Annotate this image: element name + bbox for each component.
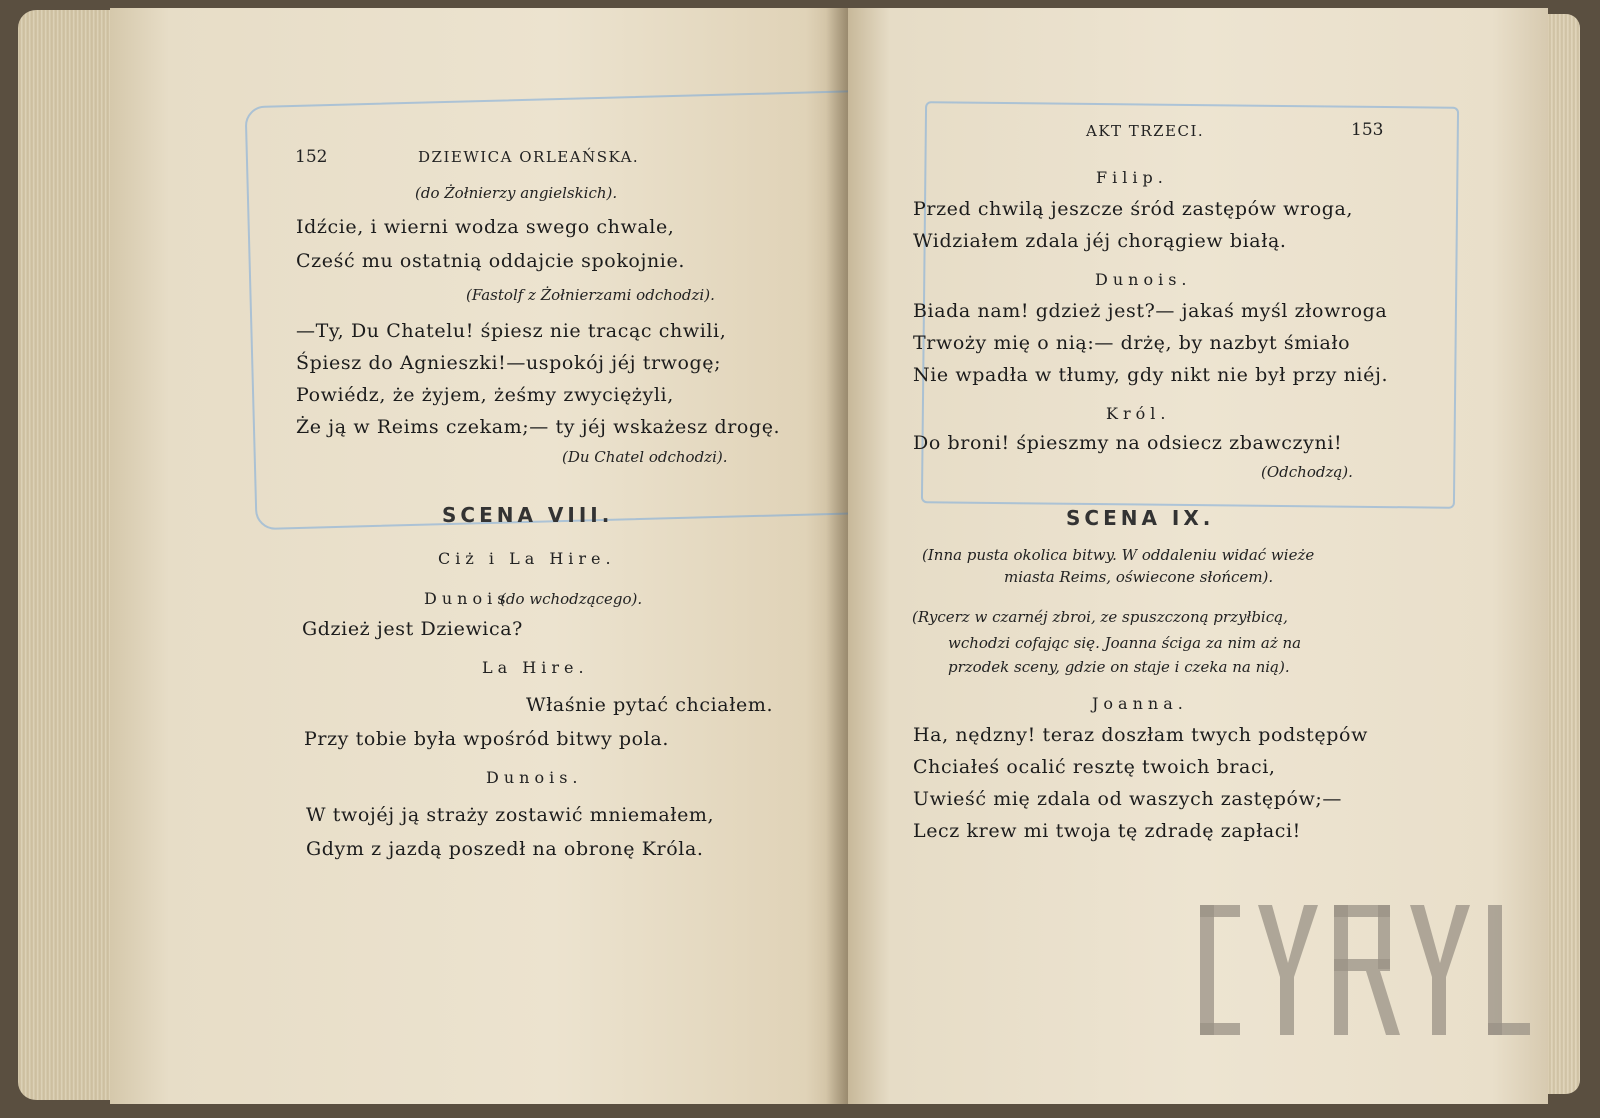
- stage-direction: (do wchodzącego).: [500, 590, 643, 608]
- scene-persons: Ciż i La Hire.: [438, 549, 616, 568]
- left-page: [110, 8, 850, 1104]
- verse-line: Przed chwilą jeszcze śród zastępów wroga,: [913, 198, 1354, 220]
- stage-direction: przodek sceny, gdzie on staje i czeka na nią).: [948, 658, 1290, 676]
- speaker-name: La Hire.: [482, 658, 589, 677]
- verse-line: Lecz krew mi twoja tę zdradę zapłaci!: [913, 820, 1301, 842]
- verse-line: Trwoży mię o nią:— drżę, by nazbyt śmiało: [913, 332, 1351, 354]
- speaker-name: Król.: [1106, 404, 1171, 423]
- stage-direction: (do Żołnierzy angielskich).: [415, 184, 618, 202]
- stage-direction: (Du Chatel odchodzi).: [562, 448, 728, 466]
- stage-direction: miasta Reims, oświecone słońcem).: [1004, 568, 1274, 586]
- verse-line: Śpiesz do Agnieszki!—uspokój jéj trwogę;: [296, 352, 722, 374]
- speaker-name: Dunois: [424, 589, 511, 608]
- page-number: 152: [295, 147, 328, 167]
- speaker-name: Dunois.: [1095, 270, 1192, 289]
- verse-line: Przy tobie była wpośród bitwy pola.: [304, 728, 669, 750]
- stage-direction: (Rycerz w czarnéj zbroi, ze spuszczoną przyłbicą,: [912, 608, 1288, 626]
- verse-line: Gdzież jest Dziewica?: [302, 618, 523, 640]
- stage-direction: (Odchodzą).: [1261, 463, 1353, 481]
- verse-line: Do broni! śpieszmy na odsiecz zbawczyni!: [913, 432, 1343, 454]
- verse-line: Gdym z jazdą poszedł na obronę Króla.: [306, 838, 704, 860]
- verse-line: Biada nam! gdzież jest?— jakaś myśl złowroga: [913, 300, 1388, 322]
- verse-line: Właśnie pytać chciałem.: [526, 694, 774, 716]
- verse-line: W twojéj ją straży zostawić mniemałem,: [306, 804, 715, 826]
- speaker-name: Filip.: [1096, 168, 1168, 187]
- verse-line: Uwieść mię zdala od waszych zastępów;—: [913, 788, 1343, 810]
- scene-title: SCENA IX.: [1066, 506, 1215, 530]
- running-head: DZIEWICA ORLEAŃSKA.: [418, 148, 640, 166]
- scene-title: SCENA VIII.: [442, 503, 614, 527]
- verse-line: Idźcie, i wierni wodza swego chwale,: [296, 216, 675, 238]
- cyryl-watermark-logo: [1200, 905, 1530, 1035]
- verse-line: —Ty, Du Chatelu! śpiesz nie tracąc chwili,: [296, 320, 727, 342]
- verse-line: Nie wpadła w tłumy, gdy nikt nie był przy niéj.: [913, 364, 1389, 386]
- verse-line: Że ją w Reims czekam;— ty jéj wskażesz drogę.: [296, 416, 781, 438]
- page-number: 153: [1351, 120, 1384, 140]
- verse-line: Cześć mu ostatnią oddajcie spokojnie.: [296, 250, 685, 272]
- verse-line: Chciałeś ocalić resztę twoich braci,: [913, 756, 1276, 778]
- speaker-name: Joanna.: [1092, 694, 1188, 713]
- stage-direction: wchodzi cofając się. Joanna ściga za nim aż na: [948, 634, 1302, 652]
- stage-direction: (Fastolf z Żołnierzami odchodzi).: [466, 286, 715, 304]
- verse-line: Powiédz, że żyjem, żeśmy zwyciężyli,: [296, 384, 674, 406]
- running-head: AKT TRZECI.: [1086, 122, 1205, 140]
- verse-line: Widziałem zdala jéj chorągiew białą.: [913, 230, 1287, 252]
- speaker-name: Dunois.: [486, 768, 583, 787]
- stage-direction: (Inna pusta okolica bitwy. W oddaleniu widać wieże: [922, 546, 1315, 564]
- verse-line: Ha, nędzny! teraz doszłam twych podstępów: [913, 724, 1368, 746]
